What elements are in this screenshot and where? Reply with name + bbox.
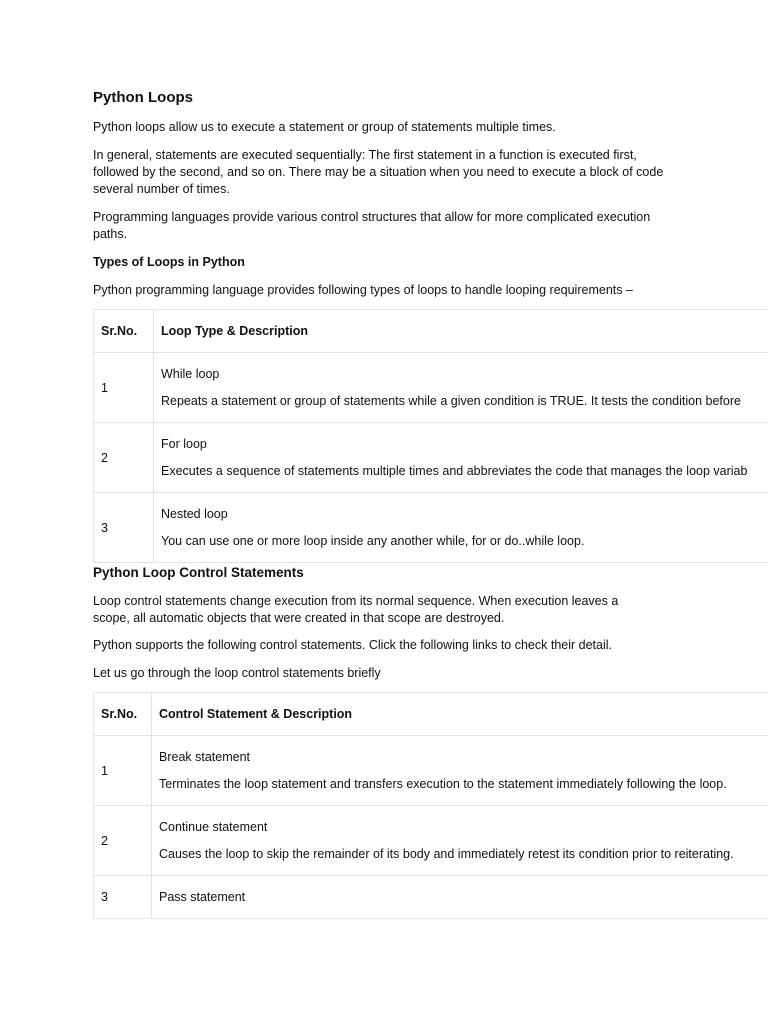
intro-paragraph-3: Programming languages provide various control structures that allow for more complicated execution paths. [93, 210, 651, 241]
row-content [152, 806, 768, 876]
row-number: 1 [94, 736, 152, 806]
loop-types-lead: Python programming language provides following types of loops to handle looping requirements – [93, 283, 633, 297]
control-paragraph-2: Python supports the following control statements. Click the following links to check their detail. [93, 638, 613, 652]
row-number: 1 [94, 353, 154, 423]
row-description: Repeats a statement or group of statements while a given condition is TRUE. It tests the condition before [161, 393, 741, 408]
row-content [152, 736, 768, 806]
row-content [152, 876, 768, 919]
table-header-row [94, 693, 768, 736]
row-content [154, 493, 768, 563]
table-row [94, 876, 768, 919]
table-header-srno: Sr.No. [94, 310, 154, 353]
row-description: You can use one or more loop inside any another while, for or do..while loop. [161, 533, 585, 548]
row-number: 2 [94, 423, 154, 493]
loop-types-heading: Types of Loops in Python [93, 255, 245, 269]
table-row [94, 736, 768, 806]
row-number: 3 [94, 493, 154, 563]
table-row [94, 493, 768, 563]
table-header-description: Control Statement & Description [152, 693, 768, 736]
intro-paragraph-2: In general, statements are executed sequentially: The first statement in a function is executed first, followed by the second, and so on. There may be a situation when you need to execute a block of code several number of times. [93, 148, 664, 196]
row-title: Break statement [159, 749, 251, 764]
row-number: 3 [94, 876, 152, 919]
row-title: Pass statement [159, 889, 246, 904]
table-header-srno: Sr.No. [94, 693, 152, 736]
page-title: Python Loops [93, 89, 193, 106]
row-title: Continue statement [159, 819, 268, 834]
table-row [94, 806, 768, 876]
row-description: Terminates the loop statement and transfers execution to the statement immediately following the loop. [159, 776, 727, 791]
table-header-description: Loop Type & Description [154, 310, 768, 353]
row-title: While loop [161, 366, 220, 381]
loop-types-table [93, 309, 768, 563]
table-row [94, 353, 768, 423]
row-description: Causes the loop to skip the remainder of its body and immediately retest its condition prior to reiterating. [159, 846, 734, 861]
control-paragraph-3: Let us go through the loop control statements briefly [93, 666, 381, 680]
table-row [94, 423, 768, 493]
row-number: 2 [94, 806, 152, 876]
table-header-row [94, 310, 768, 353]
row-title: Nested loop [161, 506, 228, 521]
document-page [93, 0, 768, 1024]
intro-paragraph-1: Python loops allow us to execute a statement or group of statements multiple times. [93, 120, 556, 134]
row-content [154, 353, 768, 423]
row-title: For loop [161, 436, 207, 451]
row-description: Executes a sequence of statements multiple times and abbreviates the code that manages the loop variab [161, 463, 748, 478]
control-paragraph-1: Loop control statements change execution from its normal sequence. When execution leaves a scope, all automatic objects that were created in that scope are destroyed. [93, 594, 619, 625]
control-heading: Python Loop Control Statements [93, 565, 304, 580]
control-statements-table [93, 692, 768, 919]
row-content [154, 423, 768, 493]
